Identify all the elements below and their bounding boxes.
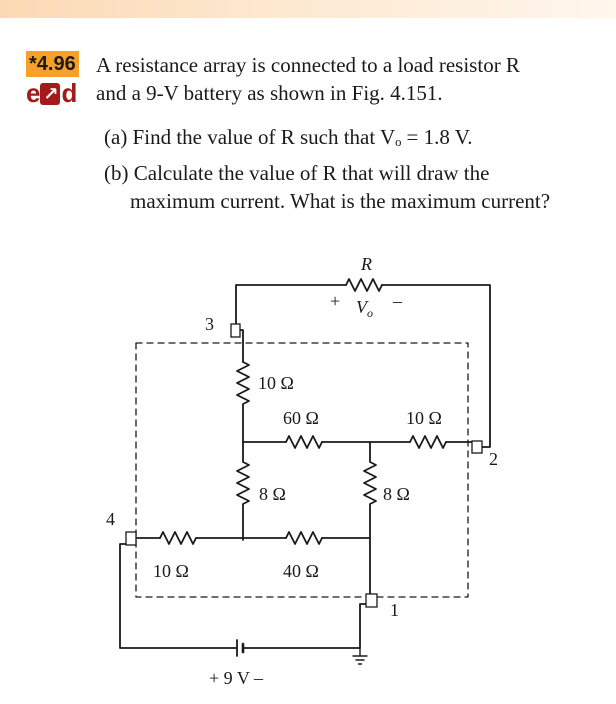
label-40-ohm: 40 Ω [283,561,319,581]
problem-statement-line-1: A resistance array is connected to a load resistor R [96,53,520,77]
battery-label: + 9 V – [209,668,263,688]
vo-minus-sign: – [393,291,402,311]
problem-statement-line-2: and a 9-V battery as shown in Fig. 4.151. [96,81,443,105]
ground-icon [353,648,367,664]
ead-logo-left: e [26,78,40,108]
part-a-question: (a) Find the value of R such that Vₒ = 1.8 V. [104,125,473,149]
terminal-3-box [231,324,240,337]
resistor-r-load [346,279,382,291]
part-b-question-line-2: maximum current. What is the maximum current? [130,189,551,213]
vo-label [356,297,373,320]
load-label: R [361,254,372,274]
resistor-left-8-ohm [237,442,249,540]
label-left-10-ohm: 10 Ω [153,561,189,581]
wire-battery-right [243,604,372,648]
problem-number: 4.96 [36,53,76,75]
label-right-8-ohm: 8 Ω [383,484,410,504]
vo-subscript: o [367,306,373,320]
label-60-ohm: 60 Ω [283,408,319,428]
terminal-1-box [366,594,377,607]
part-b-question-line-1: (b) Calculate the value of R that will draw the [104,161,490,185]
ead-logo-middle: ↗ [40,83,60,105]
resistor-right-8-ohm [364,442,376,595]
resistor-40-ohm [286,532,322,544]
problem-star: * [29,53,37,75]
label-left-8-ohm: 8 Ω [259,484,286,504]
terminal-3-label: 3 [205,314,214,334]
vo-symbol: V [356,297,367,317]
resistor-left-10-ohm [160,532,196,544]
label-right-10-ohm: 10 Ω [406,408,442,428]
wire-battery-left [120,544,237,648]
terminal-4-box [126,532,136,545]
terminal-2-box [472,441,482,453]
label-top-10-ohm: 10 Ω [258,373,294,393]
resistor-top-10-ohm [237,362,249,442]
vo-plus-sign: + [330,291,341,311]
terminal-4-label: 4 [106,509,115,529]
resistor-60-ohm [286,436,322,448]
terminal-2-label: 2 [489,449,498,469]
array-boundary [136,343,468,597]
ead-logo-right: d [61,78,77,108]
resistor-right-10-ohm [410,436,446,448]
terminal-1-label: 1 [390,600,399,620]
